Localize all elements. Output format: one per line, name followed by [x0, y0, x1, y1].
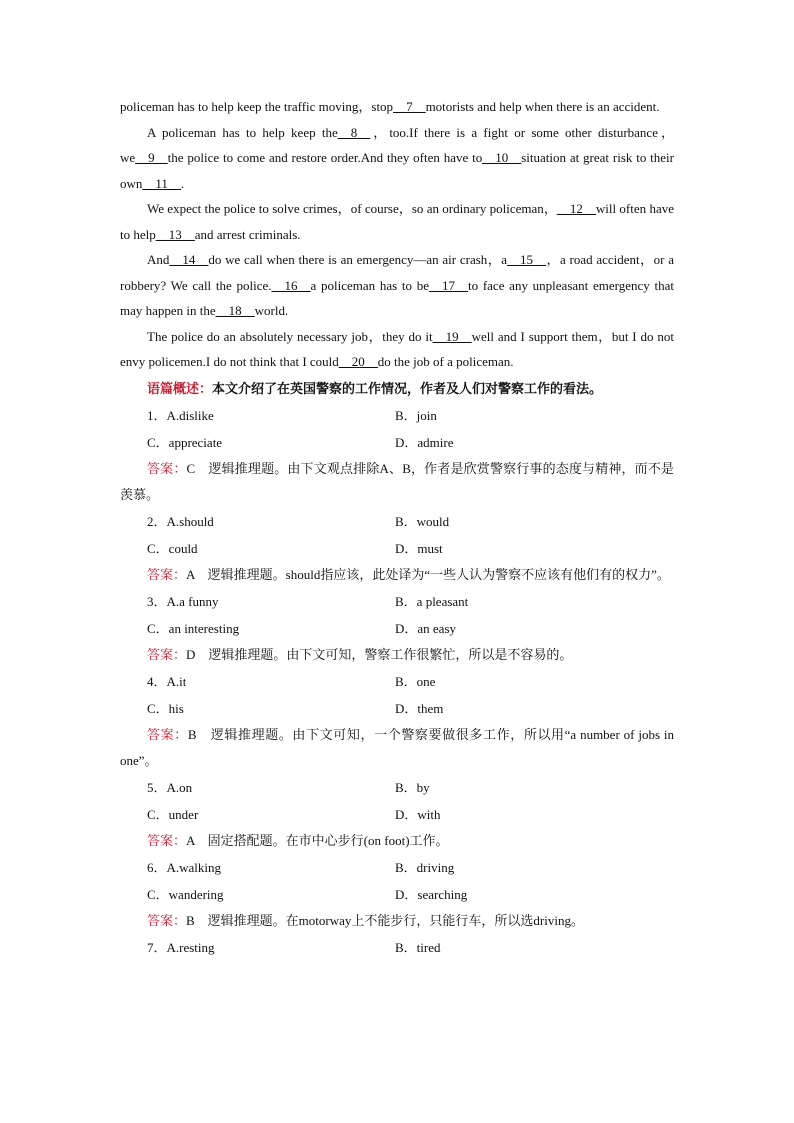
question-1-options-row-1: 1．A.dislike B．join: [147, 407, 437, 423]
question-3-answer: 答案：D 逻辑推理题。由下文可知，警察工作很繁忙，所以是不容易的。: [147, 646, 573, 662]
question-1-answer: 答案：C 逻辑推理题。由下文观点排除A、B，作者是欣赏警察行事的态度与精神，而不是羡慕。: [120, 460, 674, 502]
blank-18: __18__: [215, 303, 255, 318]
question-3-options-row-2: C．an interesting D．an easy: [147, 620, 457, 636]
question-1-options-row-2: C．appreciate D．admire: [147, 434, 454, 450]
passage-summary: [120, 375, 674, 402]
question-2-options-row-2: C．could D．must: [147, 540, 443, 556]
blank-17: __17__: [429, 277, 468, 293]
document-page: [120, 94, 674, 961]
blank-8: __8__: [337, 124, 371, 140]
question-4-options-row-2: C．his D．them: [147, 700, 444, 716]
blank-9: __9__: [135, 150, 168, 165]
blank-13: __13__: [155, 226, 195, 242]
question-5-options-row-1: 5．A.on B．by: [147, 779, 430, 795]
blank-12: __12__: [556, 201, 596, 216]
question-6-options-row-1: 6．A.walking B．driving: [147, 859, 455, 875]
blank-14: __14__: [169, 252, 209, 267]
question-3-options-row-1: 3．A.a funny B．a pleasant: [147, 593, 469, 609]
passage-paragraph-3: We expect the police to solve crimes，of course，so an ordinary policeman，__12__will often have to help__13__and arrest criminals.: [120, 201, 674, 242]
passage-paragraph-1: policeman has to help keep the traffic moving，stop__7__motorists and help when there is an accident.: [120, 99, 660, 114]
question-6-answer: 答案：B 逻辑推理题。在motorway上不能步行，只能行车，所以选driving。: [147, 912, 584, 928]
blank-20: __20__: [338, 354, 378, 369]
question-2-options-row-1: 2．A.should B．would: [147, 513, 450, 529]
blank-15: __15__: [507, 252, 547, 267]
question-2-answer: 答案：A 逻辑推理题。should指应该，此处译为“一些人认为警察不应该有他们有的权力”。: [147, 566, 670, 582]
blank-19: __19__: [432, 328, 472, 344]
summary-text: 本文介绍了在英国警察的工作情况，作者及人们对警察工作的看法。: [212, 380, 603, 396]
summary-label: 语篇概述：: [147, 380, 213, 396]
passage-paragraph-2: A policeman has to help keep the__8__，too.If there is a fight or some other disturbance，we__9__the police to come and restore order.And they often have to__10__situation at great risk to their own__11__.: [120, 124, 674, 191]
question-6-options-row-2: C．wandering D．searching: [147, 886, 468, 902]
blank-16: __16__: [271, 277, 311, 293]
passage-paragraph-4: And__14__do we call when there is an emergency—an air crash，a__15__，a road accident，or a robbery? We call the police.__16__a policeman has to be__17__to face any unpleasant emergency that may happen in the__18__world.: [120, 252, 674, 318]
question-7-options-row-1: 7．A.resting B．tired: [147, 939, 441, 955]
question-5-answer: 答案：A 固定搭配题。在市中心步行(on foot)工作。: [147, 832, 449, 848]
passage-paragraph-5: The police do an absolutely necessary job，they do it__19__well and I support them，but I do not envy policemen.I do not think that I could__20__do the job of a policeman.: [120, 328, 674, 369]
question-4-options-row-1: 4．A.it B．one: [147, 673, 436, 689]
blank-11: __11__: [142, 175, 181, 191]
question-5-options-row-2: C．under D．with: [147, 806, 441, 822]
blank-7: __7__: [393, 99, 426, 114]
blank-10: __10__: [482, 150, 522, 165]
question-4-answer: 答案：B 逻辑推理题。由下文可知，一个警察要做很多工作，所以用“a number of jobs in one”。: [120, 726, 674, 768]
